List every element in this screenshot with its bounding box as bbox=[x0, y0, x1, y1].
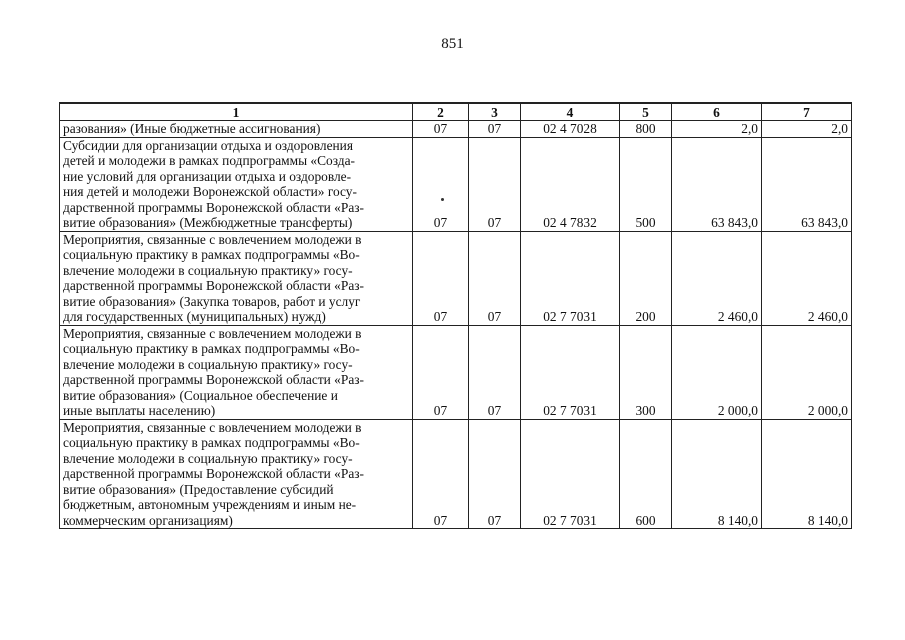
description-line: иные выплаты населению) bbox=[63, 403, 216, 418]
row-description bbox=[60, 137, 413, 231]
description-line: Мероприятия, связанные с вовлечением молодежи в bbox=[63, 325, 362, 341]
description-line: Мероприятия, связанные с вовлечением молодежи в bbox=[63, 231, 362, 247]
amount-col-7: 63 843,0 bbox=[762, 137, 852, 231]
description-line: витие образования» (Закупка товаров, работ и услуг bbox=[63, 293, 361, 309]
target-article-code: 02 7 7031 bbox=[521, 231, 620, 325]
row-description bbox=[60, 325, 413, 419]
description-line: социальную практику в рамках подпрограммы «Во- bbox=[63, 341, 360, 356]
amount-col-7: 2,0 bbox=[762, 121, 852, 138]
description-line: для государственных (муниципальных) нужд) bbox=[63, 309, 326, 324]
table-row bbox=[60, 419, 852, 529]
table-row bbox=[60, 231, 852, 325]
expense-type-code: 600 bbox=[620, 419, 672, 529]
amount-col-6: 2 000,0 bbox=[672, 325, 762, 419]
description-line: витие образования» (Социальное обеспечение и bbox=[63, 387, 338, 403]
description-line: дарственной программы Воронежской области «Раз- bbox=[63, 199, 365, 215]
description-line: ния детей и молодежи Воронежской области» госу- bbox=[63, 184, 357, 199]
header-col-6: 6 bbox=[672, 103, 762, 121]
amount-col-6: 63 843,0 bbox=[672, 137, 762, 231]
amount-col-6: 2,0 bbox=[672, 121, 762, 138]
header-col-3: 3 bbox=[469, 103, 521, 121]
target-article-code: 02 4 7832 bbox=[521, 137, 620, 231]
description-line: разования» (Иные бюджетные ассигнования) bbox=[63, 121, 321, 136]
expense-type-code: 200 bbox=[620, 231, 672, 325]
page-number: 851 bbox=[441, 36, 464, 52]
subsection-code: 07 bbox=[469, 231, 521, 325]
description-line: детей и молодежи в рамках подпрограммы «Созда- bbox=[63, 153, 356, 168]
header-col-1: 1 bbox=[60, 103, 413, 121]
description-line: социальную практику в рамках подпрограммы «Во- bbox=[63, 247, 360, 262]
description-line: влечение молодежи в социальную практику» госу- bbox=[63, 450, 353, 466]
description-line: витие образования» (Межбюджетные трансферты) bbox=[63, 215, 353, 230]
description-line: влечение молодежи в социальную практику» госу- bbox=[63, 356, 353, 372]
description-line: дарственной программы Воронежской области «Раз- bbox=[63, 372, 365, 387]
header-col-4: 4 bbox=[521, 103, 620, 121]
amount-col-7: 2 000,0 bbox=[762, 325, 852, 419]
expense-type-code: 500 bbox=[620, 137, 672, 231]
budget-table bbox=[59, 102, 852, 529]
subsection-code: 07 bbox=[469, 419, 521, 529]
expense-type-code: 300 bbox=[620, 325, 672, 419]
description-line: витие образования» (Предоставление субсидий bbox=[63, 481, 334, 497]
description-line: бюджетным, автономным учреждениям и иным не- bbox=[63, 497, 357, 512]
section-code: 07 bbox=[413, 231, 469, 325]
header-row bbox=[60, 103, 852, 121]
row-description bbox=[60, 419, 413, 529]
section-code: 07 bbox=[413, 419, 469, 529]
header-col-2: 2 bbox=[413, 103, 469, 121]
amount-col-7: 8 140,0 bbox=[762, 419, 852, 529]
subsection-code: 07 bbox=[469, 121, 521, 138]
description-line: влечение молодежи в социальную практику» госу- bbox=[63, 262, 353, 278]
target-article-code: 02 7 7031 bbox=[521, 419, 620, 529]
description-line: дарственной программы Воронежской области «Раз- bbox=[63, 466, 365, 481]
description-line: дарственной программы Воронежской области «Раз- bbox=[63, 278, 365, 293]
expense-type-code: 800 bbox=[620, 121, 672, 138]
section-code: 07 bbox=[413, 121, 469, 138]
header-col-5: 5 bbox=[620, 103, 672, 121]
section-code: 07 bbox=[413, 325, 469, 419]
description-line: Мероприятия, связанные с вовлечением молодежи в bbox=[63, 419, 362, 435]
section-code: 07 bbox=[413, 137, 469, 231]
subsection-code: 07 bbox=[469, 325, 521, 419]
amount-col-7: 2 460,0 bbox=[762, 231, 852, 325]
amount-col-6: 2 460,0 bbox=[672, 231, 762, 325]
target-article-code: 02 4 7028 bbox=[521, 121, 620, 138]
row-description bbox=[60, 231, 413, 325]
description-line: социальную практику в рамках подпрограммы «Во- bbox=[63, 435, 360, 450]
description-line: ние условий для организации отдыха и оздоровле- bbox=[63, 168, 352, 184]
row-description bbox=[60, 121, 413, 138]
table-row bbox=[60, 121, 852, 138]
target-article-code: 02 7 7031 bbox=[521, 325, 620, 419]
table-row bbox=[60, 137, 852, 231]
table-row bbox=[60, 325, 852, 419]
scan-dot-mark bbox=[441, 198, 444, 201]
amount-col-6: 8 140,0 bbox=[672, 419, 762, 529]
subsection-code: 07 bbox=[469, 137, 521, 231]
description-line: Субсидии для организации отдыха и оздоровления bbox=[63, 137, 354, 153]
description-line: коммерческим организациям) bbox=[63, 512, 233, 528]
header-col-7: 7 bbox=[762, 103, 852, 121]
